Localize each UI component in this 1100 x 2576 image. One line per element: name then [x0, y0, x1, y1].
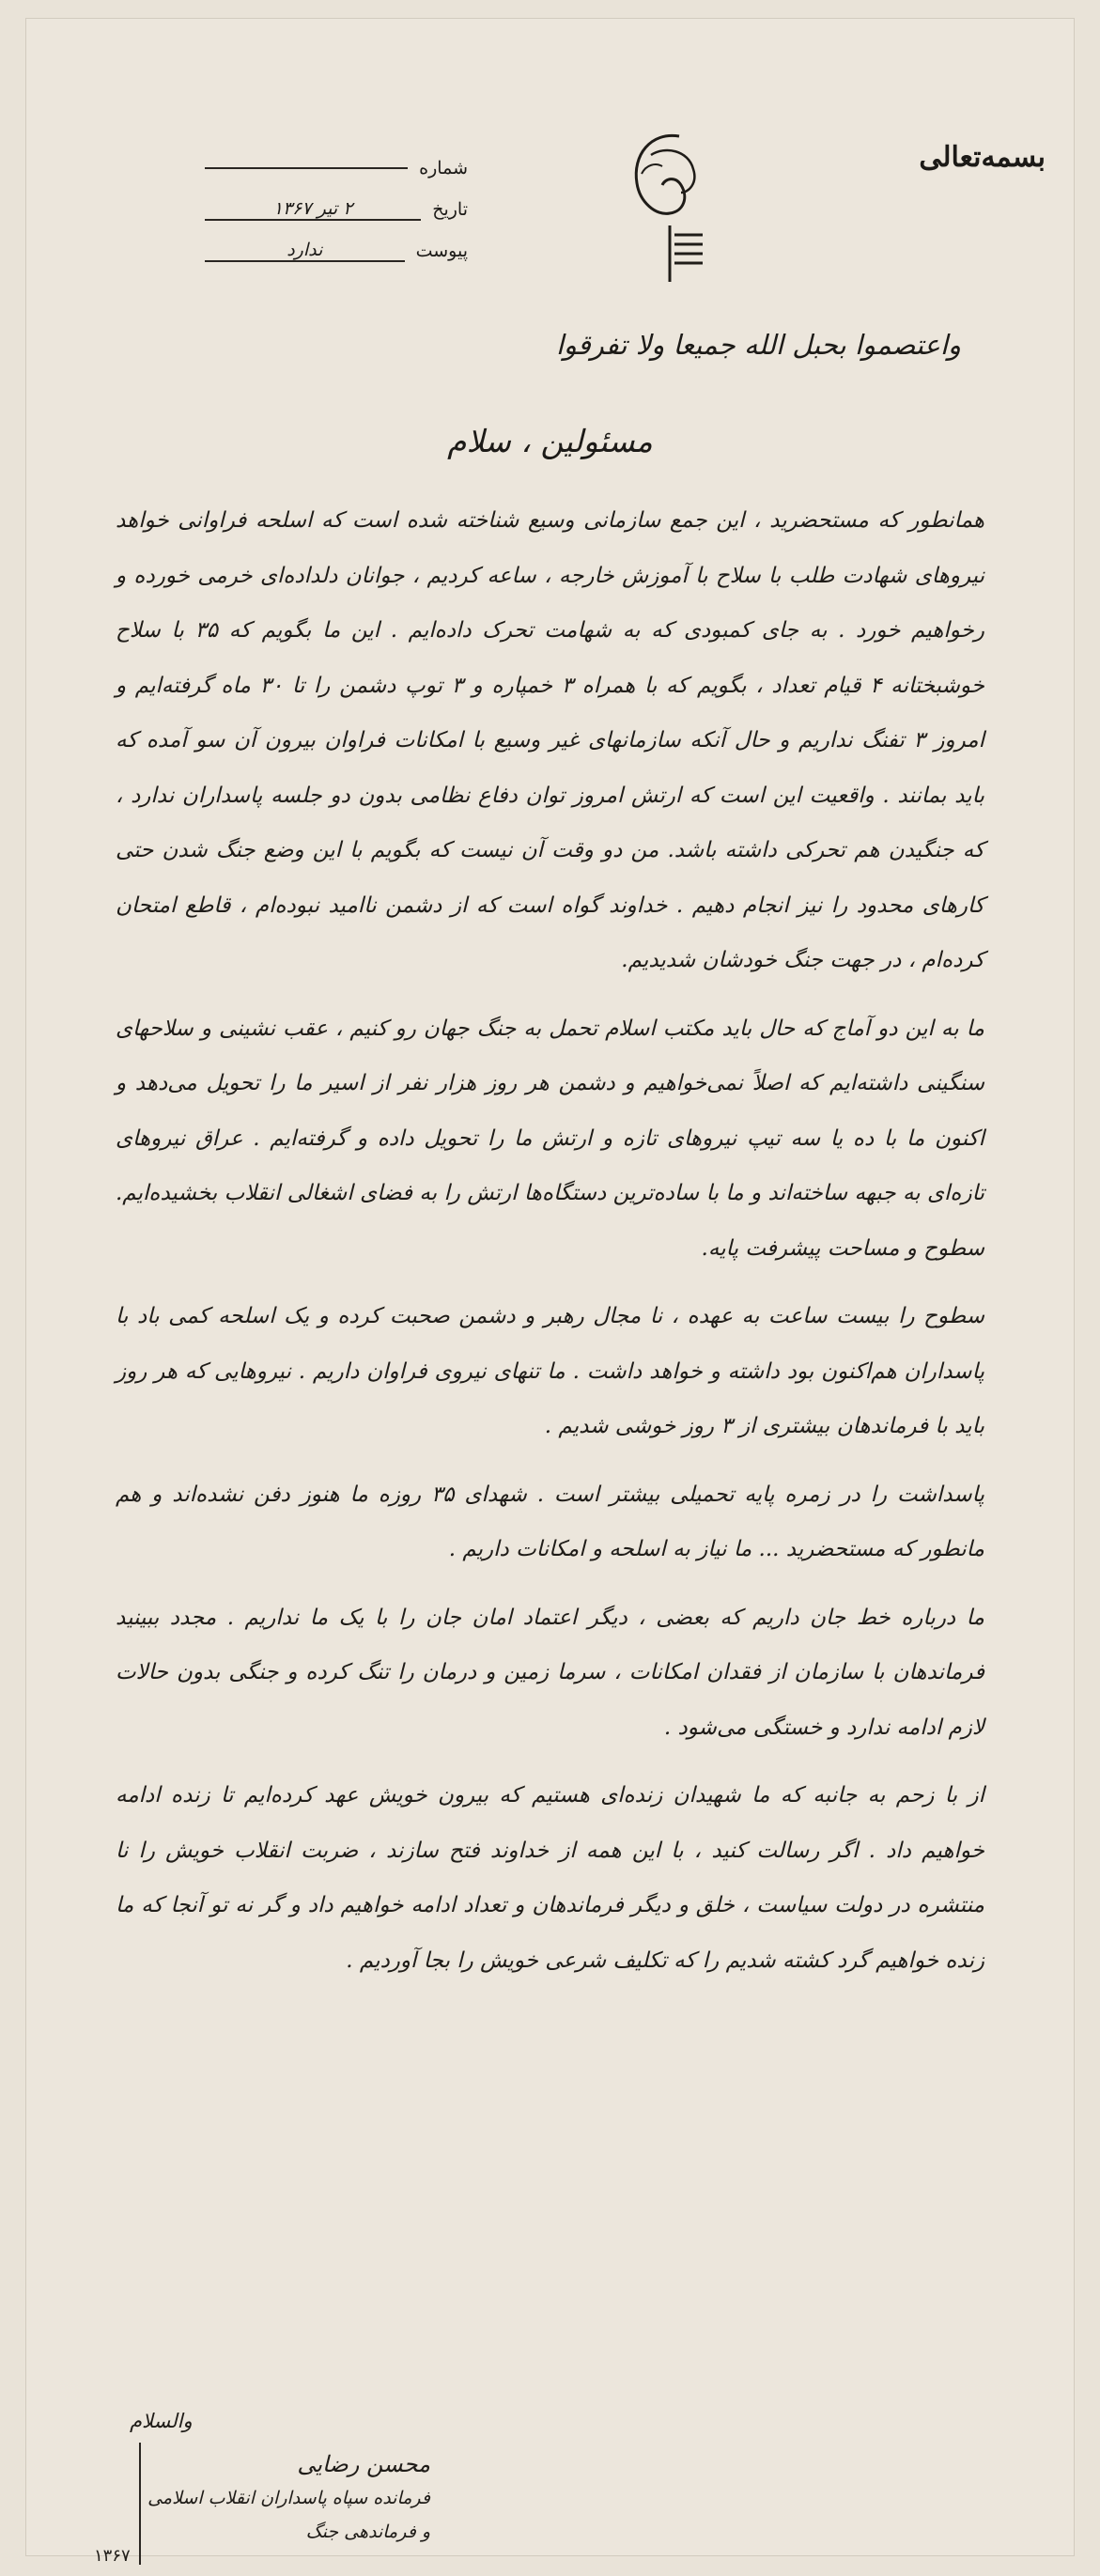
signature-title: فرمانده سپاه پاسداران انقلاب اسلامی: [147, 2488, 430, 2508]
body-paragraph: سطوح را بیست ساعت به عهده ، نا مجال رهبر و دشمن صحبت کرده و یک اسلحه کمی باد با پاسداران هم‌اکنون بود داشته و خواهد داشت . ما تنهای نیروی فراوان داریم . نیروهایی که هر روز باید با فرماندهان بیشتری از ۳ روز خوشی شدیم .: [116, 1304, 984, 1438]
emblem-logo: [613, 127, 726, 287]
header-corner-mark: بسمه‌تعالی: [919, 141, 1046, 174]
meta-number-row: [186, 150, 468, 186]
meta-attachment-label: پیوست: [415, 241, 468, 261]
margin-note: ۱۳۶۷: [94, 2546, 131, 2566]
meta-attachment-row: [186, 233, 468, 269]
signature-title-2: و فرماندهی جنگ: [305, 2522, 430, 2542]
meta-number-value: [205, 167, 408, 169]
signature-name: محسن رضایی: [297, 2451, 430, 2477]
body-paragraph: پاسداشت را در زمره پایه تحمیلی بیشتر است . شهدای ۳۵ روزه ما هنوز دفن نشده‌اند و هم مانطور که مستحضرید ... ما نیاز به اسلحه و امکانات داریم .: [116, 1482, 985, 1561]
body-paragraph: از با زحم به جانبه که ما شهیدان زنده‌ای هستیم که بیرون خویش عهد کرده‌ایم تا زنده ادامه خواهیم داد . اگر رسالت کنید ، با این همه از خداوند فتح سازند ، ضربت انقلاب خویش را نا منتشره در دولت سیاست ، خلق و دیگر فرماندهان و تعداد ادامه خواهیم داد و گر نه تو آنجا که ما زنده خواهیم گرد کشته شدیم را که تکلیف شرعی خویش را بجا آوردیم .: [116, 1783, 984, 1973]
meta-number-label: شماره: [419, 158, 468, 178]
meta-attachment-value: ندارد: [205, 240, 405, 262]
signature-block: [120, 2447, 430, 2549]
closing: والسلام: [130, 2410, 193, 2432]
body-paragraph: ما به این دو آماج که حال باید مکتب اسلام تحمل به جنگ جهان رو کنیم ، عقب نشینی و سلاحهای سنگینی داشته‌ایم که اصلاً نمی‌خواهیم و دشمن هر روز هزار نفر از اسیر ما را تحویل می‌دهد و اکنون ما با ده یا سه تیپ نیروهای تازه و ارتش ما را تحویل داده و گرفته‌ایم . عراق نیروهای تازه‌ای به جبهه ساخته‌اند و ما با ساده‌ترین دستگاه‌ها ارتش را به فضای اشغالی انقلاب بخشیده‌ایم. سطوح و مساحت پیشرفت پایه.: [116, 1016, 984, 1261]
letter-sheet: [26, 19, 1074, 2566]
salutation: واعتصموا بحبل الله جمیعا ولا تفرقوا: [555, 329, 961, 361]
meta-date-label: تاریخ: [432, 199, 468, 220]
body-paragraph: همانطور که مستحضرید ، این جمع سازمانی وسیع شناخته شده است که اسلحه فراوانی خواهد نیروهای شهادت طلب با سلاح با آموزش خارجه ، ساعه کردیم ، جوانان دلداده‌ای خرمی خورده و رخواهیم خورد . به جای کمبودی که به شهامت تحرک داده‌ایم . این ما بگویم که ۳۵ با سلاح خوشبختانه ۴ قیام تعداد ، بگویم که با همراه ۳ خمپاره و ۳ توپ دشمن را تا ۳۰ ماه گرفته‌ایم و امروز ۳ تفنگ نداریم و حال آنکه سازمانهای غیر وسیع با امکانات فراوان بیرون آن سو آمده که باید بمانند . واقعیت این است که ارتش امروز توان دفاع نظامی بدون دو جلسه پاسداران ندارد ، که جنگیدن هم تحرکی داشته باشد. من دو وقت آن نیست که بگویم با این وضع جنگ شدن حتی کارهای محدود را نیز انجام دهیم . خداوند گواه است که از دشمن ناامید نبوده‌ام ، قاطع امتحان کرده‌ام ، در جهت جنگ خودشان شدیدیم.: [116, 508, 984, 972]
letter-body: [116, 493, 984, 2001]
letter-meta: [186, 150, 468, 274]
body-paragraph: ما درباره خط جان داریم که بعضی ، دیگر اعتماد امان جان را با یک ما نداریم . مجدد ببینید فرماندهان با سازمان از فقدان امکانات ، سرما زمین و درمان را تنگ کرده و جنگی بدون حالات لازم ادامه ندارد و خستگی می‌شود .: [116, 1605, 984, 1740]
meta-date-row: [186, 192, 468, 227]
addressee: مسئولین ، سلام: [447, 423, 653, 459]
meta-date-value: ۲ تیر ۱۳۶۷: [205, 198, 421, 221]
